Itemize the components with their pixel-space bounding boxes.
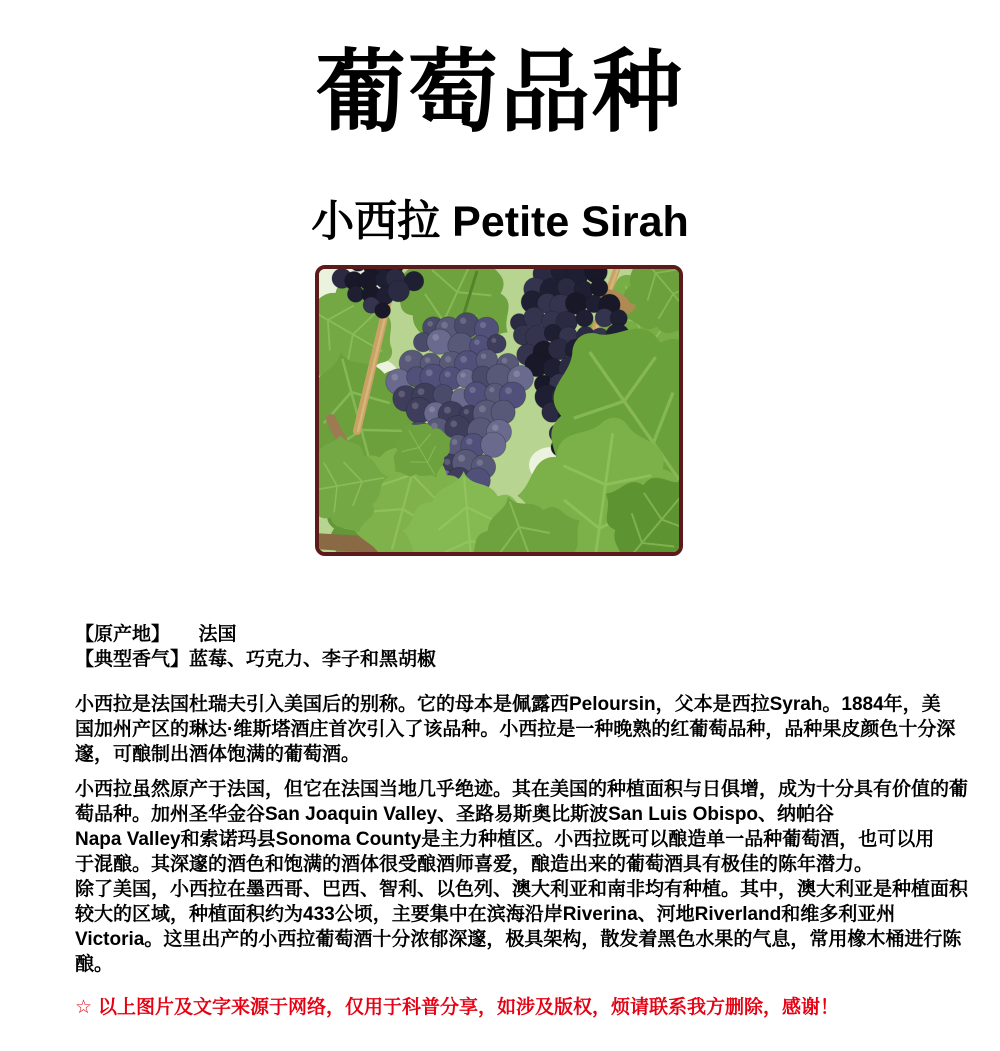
text-line: Napa Valley和索诺玛县Sonoma County是主力种植区。小西拉既可以酿造单一品种葡萄酒，也可以用 <box>75 829 935 850</box>
origin-attribute: 【原产地】 法国 <box>75 624 237 645</box>
text-line: 国加州产区的琳达·维斯塔酒庄首次引入了该品种。小西拉是一种晚熟的红葡萄品种，品种果皮颜色十分深 <box>75 719 956 740</box>
text-line: 较大的区域，种植面积约为433公顷，主要集中在滨海沿岸Riverina、河地Riverland和维多利亚州 <box>75 904 896 925</box>
aroma-attribute: 【典型香气】蓝莓、巧克力、李子和黑胡椒 <box>75 649 437 670</box>
grape-photo <box>315 265 683 556</box>
paragraph-intro <box>75 692 955 767</box>
disclaimer <box>75 995 839 1020</box>
text-line: 小西拉虽然原产于法国，但它在法国当地几乎绝迹。其在美国的种植面积与日俱增，成为十分具有价值的葡 <box>75 779 969 800</box>
star-icon: ☆ <box>75 997 93 1018</box>
grape-photo-illustration <box>319 269 679 552</box>
text-line: 于混酿。其深邃的酒色和饱满的酒体很受酿酒师喜爱，酿造出来的葡萄酒具有极佳的陈年潜力。 <box>75 854 874 875</box>
disclaimer-text: 以上图片及文字来源于网络，仅用于科普分享，如涉及版权，烦请联系我方删除，感谢！ <box>98 997 840 1018</box>
page-title: 葡萄品种 <box>316 43 684 143</box>
text-line: 酿。 <box>75 954 114 975</box>
variety-subtitle: 小西拉 Petite Sirah <box>311 198 689 246</box>
paragraph-regions <box>75 777 968 977</box>
attribute-list <box>75 622 436 672</box>
text-line: 萄品种。加州圣华金谷San Joaquin Valley、圣路易斯奥比斯波San Luis Obispo、纳帕谷 <box>75 804 835 825</box>
text-line: 除了美国，小西拉在墨西哥、巴西、智利、以色列、澳大利亚和南非均有种植。其中，澳大利亚是种植面积 <box>75 879 969 900</box>
text-line: Victoria。这里出产的小西拉葡萄酒十分浓郁深邃，极具架构，散发着黑色水果的气息，常用橡木桶进行陈 <box>75 929 962 950</box>
text-line: 小西拉是法国杜瑞夫引入美国后的别称。它的母本是佩露西Peloursin，父本是西拉Syrah。1884年，美 <box>75 694 941 715</box>
text-line: 邃，可酿制出酒体饱满的葡萄酒。 <box>75 744 361 765</box>
